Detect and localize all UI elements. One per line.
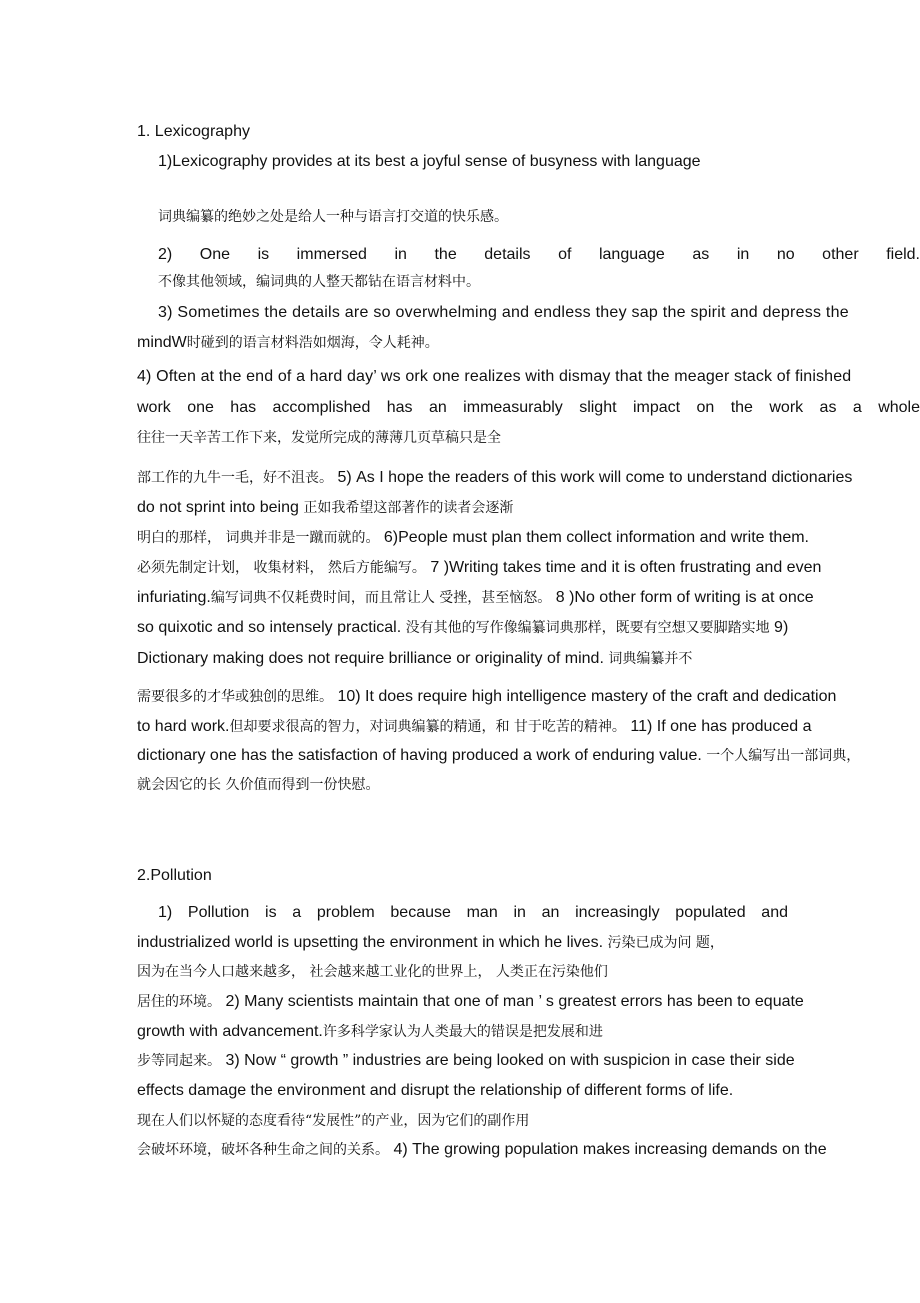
paragraph-line: mindW时碰到的语言材料浩如烟海，令人耗神。	[137, 334, 439, 351]
section-heading-lexicography: 1. Lexicography	[137, 123, 250, 140]
paragraph-line: infuriating.编写词典不仅耗费时间，而且常让人 受挫，甚至恼怒。 8 )No other form of writing is at once	[137, 589, 814, 606]
paragraph-line: 2) One is immersed in the details of language as in no other field.	[158, 246, 920, 263]
paragraph-line: 3) Sometimes the details are so overwhelming and endless they sap the spirit and depress the	[158, 304, 849, 321]
paragraph-line: so quixotic and so intensely practical. 没有其他的写作像编纂词典那样，既要有空想又要脚踏实地 9)	[137, 619, 789, 636]
paragraph-line: 因为在当今人口越来越多， 社会越来越工业化的世界上， 人类正在污染他们	[137, 964, 608, 980]
paragraph-line: 部工作的九牛一毛，好不沮丧。 5) As I hope the readers of this work will come to understand dictionaries	[137, 469, 853, 486]
paragraph-line: 不像其他领域，编词典的人整天都钻在语言材料中。	[158, 274, 480, 290]
paragraph-line: 需要很多的才华或独创的思维。 10) It does require high intelligence mastery of the craft and dedication	[137, 688, 837, 705]
paragraph-line: 居住的环境。 2) Many scientists maintain that one of man ’ s greatest errors has been to equate	[137, 993, 804, 1010]
paragraph-line: 词典编纂的绝妙之处是给人一种与语言打交道的快乐感。	[158, 209, 508, 225]
section-heading-pollution: 2.Pollution	[137, 867, 212, 884]
paragraph-line: 步等同起来。 3) Now “ growth ” industries are being looked on with suspicion in case their side	[137, 1052, 795, 1069]
paragraph-line: 会破坏环境，破坏各种生命之间的关系。 4) The growing population makes increasing demands on the	[137, 1141, 827, 1158]
paragraph-line: do not sprint into being 正如我希望这部著作的读者会逐渐	[137, 499, 514, 516]
paragraph-line: Dictionary making does not require brilliance or originality of mind. 词典编纂并不	[137, 650, 693, 667]
paragraph-line: 1)Lexicography provides at its best a joyful sense of busyness with language	[158, 153, 701, 170]
paragraph-line: industrialized world is upsetting the environment in which he lives. 污染已成为问 题，	[137, 934, 724, 951]
paragraph-line: effects damage the environment and disrupt the relationship of different forms of life.	[137, 1082, 734, 1099]
paragraph-line: 现在人们以怀疑的态度看待“发展性”的产业，因为它们的副作用	[137, 1113, 530, 1129]
paragraph-line: to hard work.但却要求很高的智力，对词典编纂的精通，和 甘于吃苦的精神。 11) If one has produced a	[137, 718, 812, 735]
paragraph-line: 就会因它的长 久价值而得到一份快慰。	[137, 777, 380, 793]
paragraph-line: 必须先制定计划， 收集材料， 然后方能编写。 7 )Writing takes time and it is often frustrating and even	[137, 559, 822, 576]
paragraph-line: 4) Often at the end of a hard day’ ws ork one realizes with dismay that the meager stack of finished	[137, 368, 852, 385]
paragraph-line: 1) Pollution is a problem because man in an increasingly populated and	[158, 904, 788, 921]
paragraph-line: dictionary one has the satisfaction of having produced a work of enduring value. 一个人编写出一部词典，	[137, 747, 861, 764]
paragraph-line: 往往一天辛苦工作下来，发觉所完成的薄薄几页草稿只是全	[137, 430, 501, 446]
paragraph-line: growth with advancement.许多科学家认为人类最大的错误是把发展和进	[137, 1023, 603, 1040]
paragraph-line: 明白的那样， 词典并非是一蹴而就的。 6)People must plan them collect information and write them.	[137, 529, 809, 546]
paragraph-line: work one has accomplished has an immeasurably slight impact on the work as a whole	[137, 399, 920, 416]
